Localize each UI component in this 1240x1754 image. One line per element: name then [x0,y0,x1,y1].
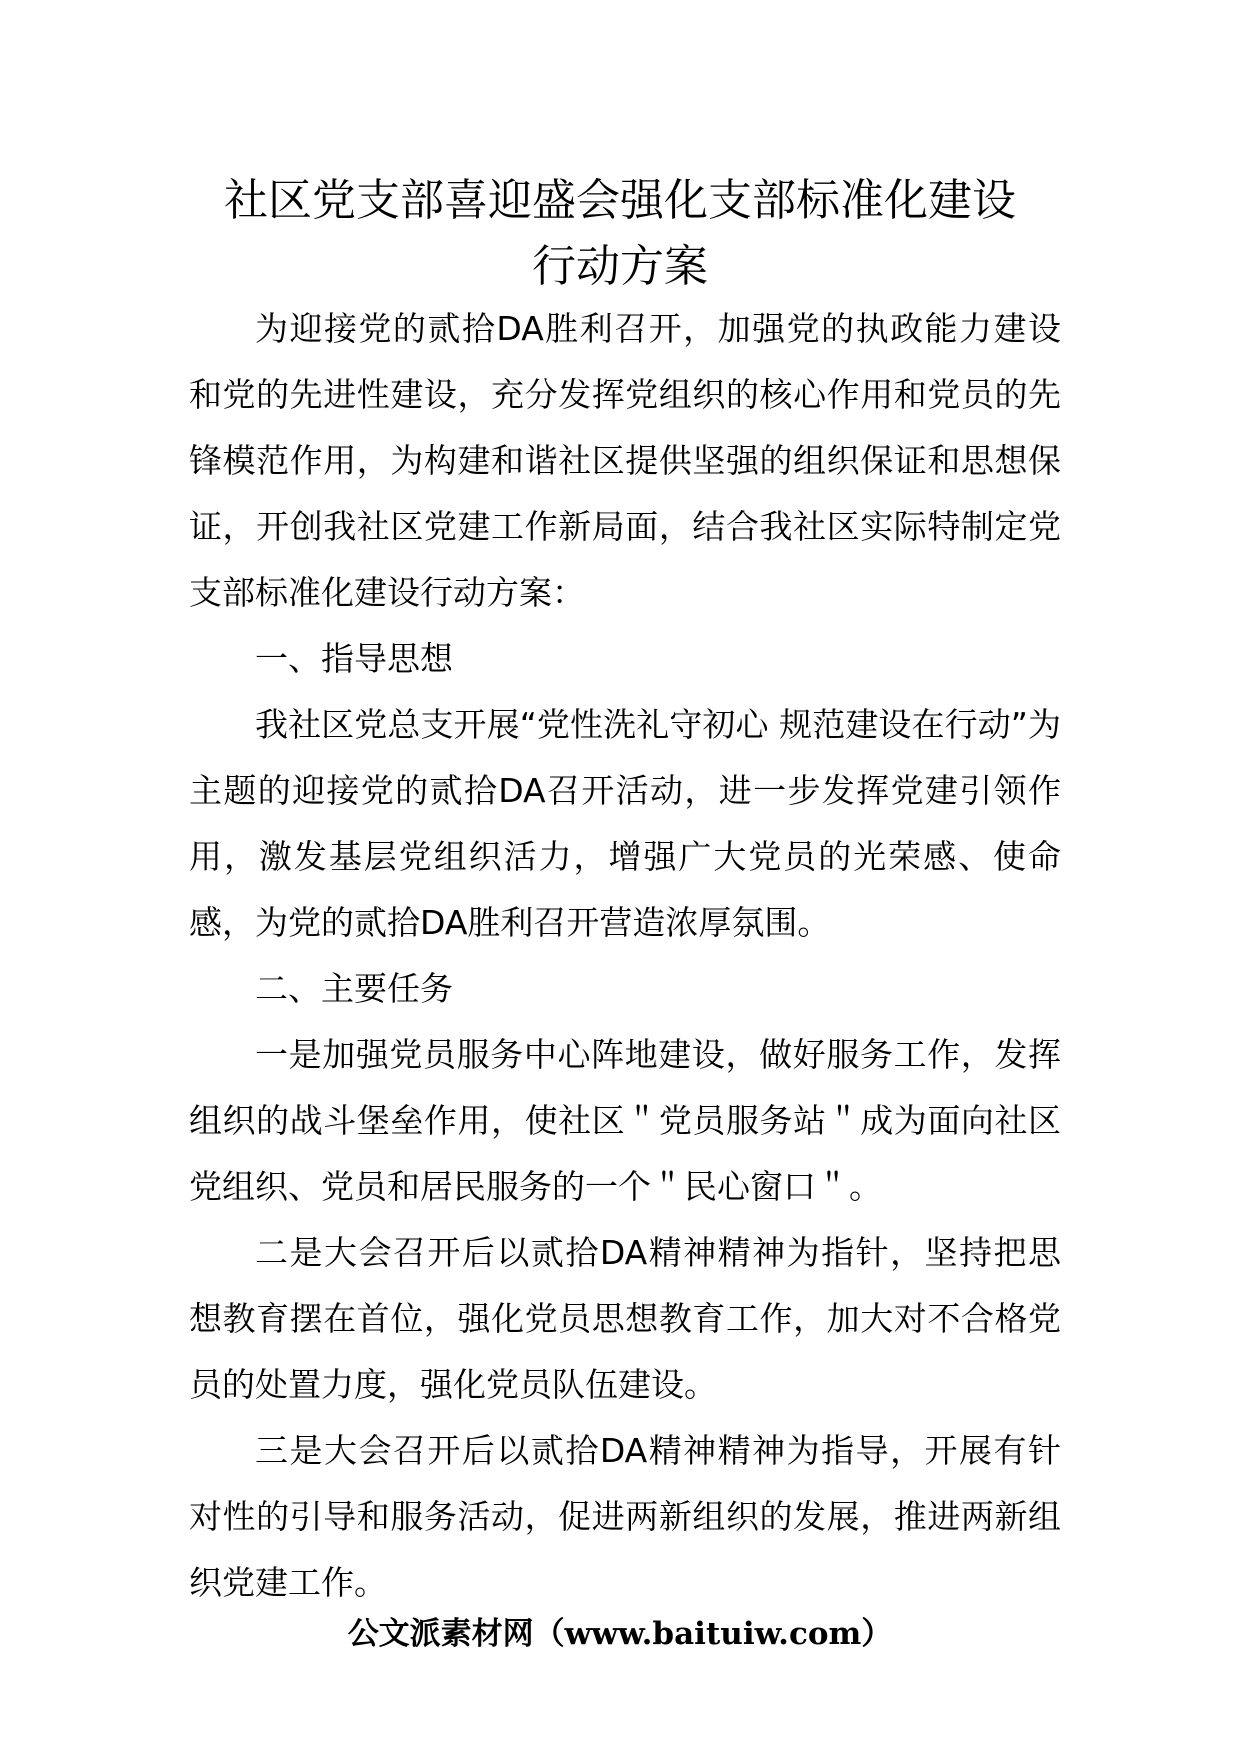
task-two-paragraph: 二是大会召开后以贰拾DA精神精神为指针，坚持把思想教育摆在首位，强化党员思想教育工作，加大对不合格党员的处置力度，强化党员队伍建设。 [189,1233,1061,1404]
footer-watermark: 公文派素材网（www.baituiw.com） [347,1616,893,1652]
guiding-ideology-paragraph: 我社区党总支开展“党性洗礼守初心 规范建设在行动”为主题的迎接党的贰拾DA召开活动，进一步发挥党建引领作用，激发基层党组织活力，增强广大党员的光荣感、使命感，为党的贰拾DA胜利召开营造浓厚氛围。 [189,705,1061,942]
document-body [189,296,1061,1616]
task-three-paragraph: 三是大会召开后以贰拾DA精神精神为指导，开展有针对性的引导和服务活动，促进两新组织的发展，推进两新组织党建工作。 [189,1431,1061,1602]
task-one-paragraph: 一是加强党员服务中心阵地建设，做好服务工作，发挥组织的战斗堡垒作用，使社区＂党员服务站＂成为面向社区党组织、党员和居民服务的一个＂民心窗口＂。 [189,1035,1061,1206]
intro-paragraph: 为迎接党的贰拾DA胜利召开，加强党的执政能力建设和党的先进性建设，充分发挥党组织的核心作用和党员的先锋模范作用，为构建和谐社区提供坚强的组织保证和思想保证，开创我社区党建工作新局面，结合我社区实际特制定党支部标准化建设行动方案： [189,309,1061,612]
section-heading-guiding-ideology: 一、指导思想 [255,639,453,678]
section-heading-main-tasks: 二、主要任务 [255,969,453,1008]
document-title-line-1: 社区党支部喜迎盛会强化支部标准化建设 [224,175,1016,226]
document-title-line-2: 行动方案 [532,241,708,292]
